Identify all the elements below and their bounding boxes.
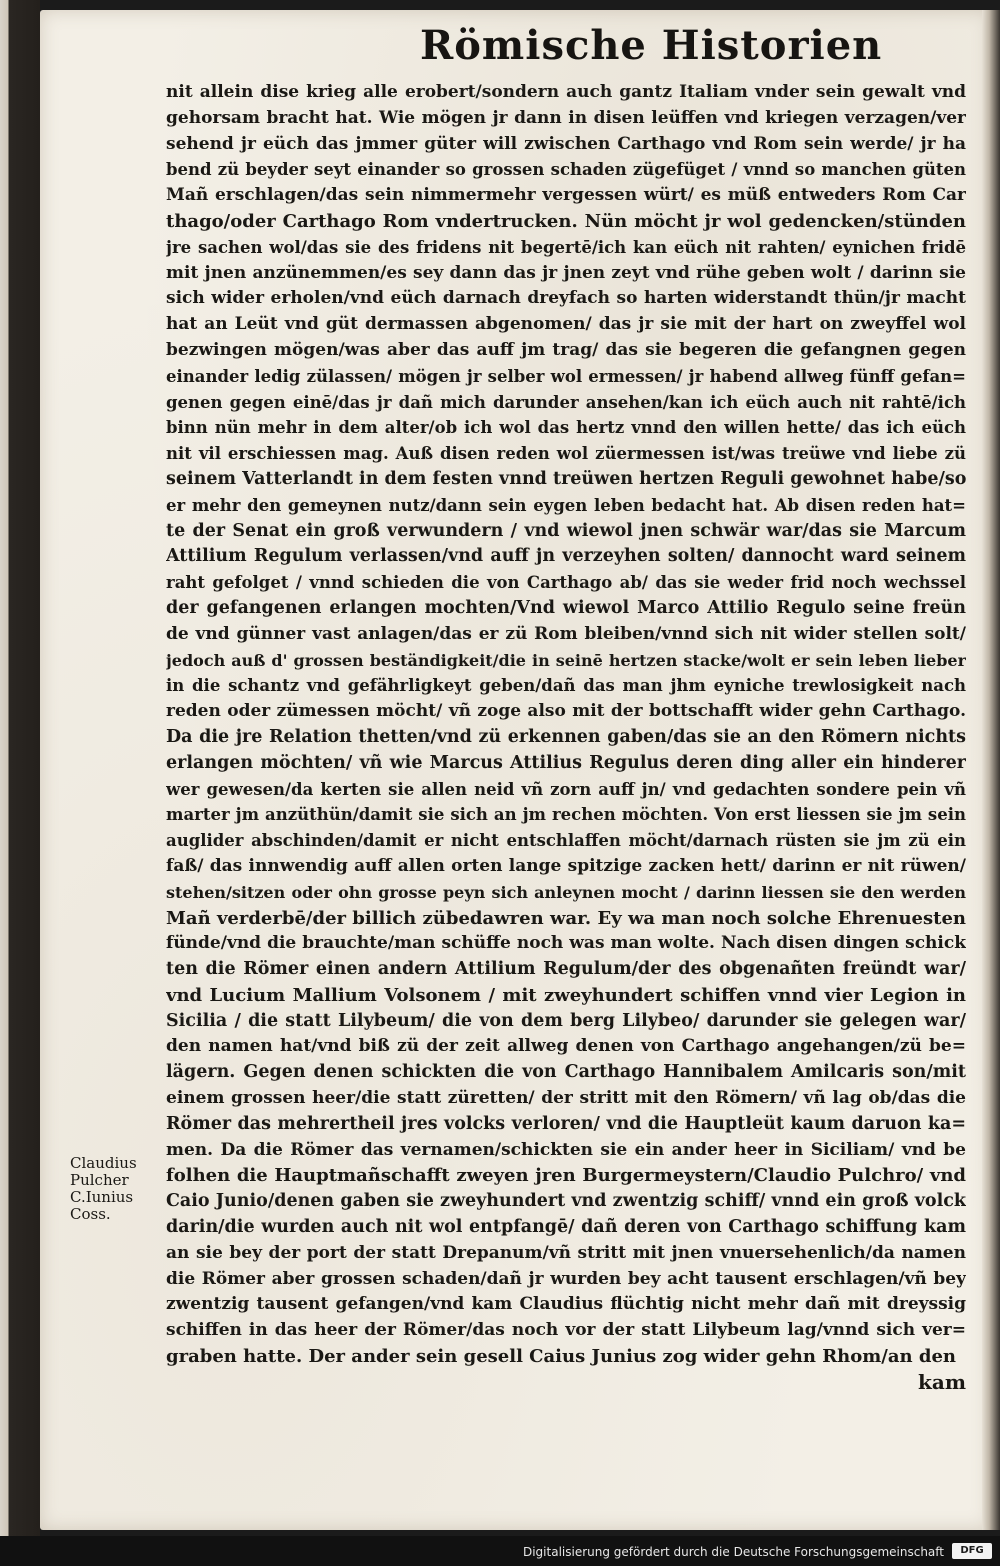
text-line: der gefangenen erlangen mochten/Vnd wiewol Marco Attilio Regulo seine freün <box>166 597 966 618</box>
body-text <box>166 80 966 1396</box>
text-line: Caio Junio/denen gaben sie zweyhundert vnd zwentzig schiff/ vnnd ein groß volck <box>166 1191 966 1212</box>
text-line: thago/oder Carthago Rom vndertrucken. Nün möcht jr wol gedencken/stünden <box>166 210 966 232</box>
text-line: bezwingen mögen/was aber das auff jm trag/ das sie begeren die gefangnen gegen <box>166 339 966 360</box>
text-line: darin/die wurden auch nit wol entpfangē/ dañ deren von Carthago schiffung kam <box>166 1217 966 1238</box>
text-line: lägern. Gegen denen schickten die von Carthago Hannibalem Amilcaris son/mit <box>166 1062 966 1083</box>
text-line: ten die Römer einen andern Attilium Regulum/der des obgenañten freündt war/ <box>166 959 966 980</box>
text-line: de vnd günner vast anlagen/das er zü Rom bleiben/vnnd sich nit wider stellen solt/ <box>166 623 966 644</box>
text-line: marter jm anzüthün/damit sie sich an jm rechen möchten. Von erst liessen sie jm sein <box>166 805 966 825</box>
text-line: den namen hat/vnd biß zü der zeit allweg denen von Carthago angehangen/zü be= <box>166 1036 966 1057</box>
text-line: Römer das mehrertheil jres volcks verloren/ vnd die Hauptleüt kaum daruon ka= <box>166 1113 966 1134</box>
dfg-logo-icon: DFG <box>952 1543 992 1559</box>
text-line: er mehr den gemeynen nutz/dann sein eygen leben bedacht hat. Ab disen reden hat= <box>166 495 966 515</box>
text-line: te der Senat ein groß verwundern / vnd wiewol jnen schwär war/das sie Marcum <box>166 520 966 541</box>
text-line: binn nün mehr in dem alter/ob ich wol das hertz vnnd den willen hette/ das ich eüch <box>166 418 966 438</box>
text-line: fünde/vnd die brauchte/man schüffe noch was man wolte. Nach disen dingen schick <box>166 933 966 954</box>
text-line: raht gefolget / vnnd schieden die von Carthago ab/ das sie weder frid noch wechssel <box>166 573 966 593</box>
text-line: Sicilia / die statt Lilybeum/ die von dem berg Lilybeo/ darunder sie gelegen war/ <box>166 1010 966 1031</box>
text-line: Mañ erschlagen/das sein nimmermehr vergessen würt/ es müß entweders Rom Car <box>166 185 966 206</box>
text-line: in die schantz vnd gefährligkeyt geben/dañ das man jhm eyniche trewlosigkeit nach <box>166 676 966 696</box>
marginal-note-line: Pulcher <box>70 1171 129 1189</box>
marginal-note-line: Coss. <box>70 1205 111 1223</box>
scan-left-edge <box>0 0 40 1536</box>
text-line: jedoch auß d' grossen beständigkeit/die in seinē hertzen stacke/wolt er sein leben lieber <box>166 650 966 670</box>
text-line: Da die jre Relation thetten/vnd zü erkennen gaben/das sie an den Römern nichts <box>166 726 966 747</box>
text-line: nit vil erschiessen mag. Auß disen reden wol züermessen ist/was treüwe vnd liebe zü <box>166 444 966 464</box>
text-line: stehen/sitzen oder ohn grosse peyn sich anleynen mocht / darinn liessen sie den werden <box>166 882 966 902</box>
text-line: die Römer aber grossen schaden/dañ jr wurden bey acht tausent erschlagen/vñ bey <box>166 1268 966 1289</box>
marginal-note-line: C.Iunius <box>70 1188 134 1206</box>
marginal-note <box>70 1155 160 1223</box>
text-line: graben hatte. Der ander sein gesell Caius Junius zog wider gehn Rhom/an den <box>166 1346 957 1368</box>
text-line: hat an Leüt vnd güt dermassen abgenomen/ das jr sie mit der hart on zweyffel wol <box>166 314 966 335</box>
text-line: faß/ das innwendig auff allen orten lange spitzige zacken hett/ darinn er nit rüwen/ <box>166 855 966 876</box>
text-line: folhen die Hauptmañschafft zweyen jren Burgermeystern/Claudio Pulchro/ vnd <box>166 1165 966 1187</box>
text-line: auglider abschinden/damit er nicht entschlaffen möcht/darnach rüsten sie jm zü ein <box>166 831 966 851</box>
text-line: an sie bey der port der statt Drepanum/vñ stritt mit jnen vnuersehenlich/da namen <box>166 1242 966 1263</box>
running-title: Römische Historien <box>420 22 883 69</box>
text-line: Attilium Regulum verlassen/vnd auff jn verzeyhen solten/ dannocht ward seinem <box>166 546 966 567</box>
text-line: reden oder zümessen möcht/ vñ zoge also mit der bottschafft wider gehn Carthago. <box>166 701 966 722</box>
text-line: gehorsam bracht hat. Wie mögen jr dann in disen leüffen vnd kriegen verzagen/ver <box>166 107 966 128</box>
text-line: bend zü beyder seyt einander so grossen schaden zügefüget / vnnd so manchen güten <box>166 160 966 180</box>
text-line: erlangen möchten/ vñ wie Marcus Attilius Regulus deren ding aller ein hinderer <box>166 752 966 773</box>
text-line: sehend jr eüch das jmmer güter will zwischen Carthago vnd Rom sein werde/ jr ha <box>166 133 966 154</box>
text-line: genen gegen einē/das jr dañ mich darunder ansehen/kan ich eüch auch nit rahtē/ich <box>166 392 966 412</box>
text-line: nit allein dise krieg alle erobert/sondern auch gantz Italiam vnder sein gewalt vnd <box>166 82 966 102</box>
text-line: jre sachen wol/das sie des fridens nit begertē/ich kan eüch nit rahten/ eynichen fridē <box>166 237 966 257</box>
text-line: seinem Vatterlandt in dem festen vnnd treüwen hertzen Reguli gewohnet habe/so <box>166 468 966 489</box>
text-line: mit jnen anzünemmen/es sey dann das jr jnen zeyt vnd rühe geben wolt / darinn sie <box>166 262 966 283</box>
text-line: zwentzig tausent gefangen/vnd kam Claudius flüchtig nicht mehr dañ mit dreyssig <box>166 1294 966 1315</box>
text-line: men. Da die Römer das vernamen/schickten sie ein ander heer in Siciliam/ vnd be <box>166 1139 966 1160</box>
text-line: schiffen in das heer der Römer/das noch vor der statt Lilybeum lag/vnnd sich ver= <box>166 1320 966 1341</box>
text-line: vnd Lucium Mallium Volsonem / mit zweyhundert schiffen vnnd vier Legion in <box>166 984 966 1006</box>
marginal-note-line: Claudius <box>70 1154 137 1172</box>
text-line: einem grossen heer/die statt züretten/ der stritt mit den Römern/ vñ lag ob/das die <box>166 1088 966 1109</box>
text-line: wer gewesen/da kerten sie allen neid vñ zorn auff jn/ vnd gedachten sondere pein vñ <box>166 779 966 799</box>
text-line: Mañ verderbē/der billich zübedawren war. Ey wa man noch solche Ehrenuesten <box>166 907 966 929</box>
footer-credit: Digitalisierung gefördert durch die Deutsche Forschungsgemeinschaft <box>522 1545 944 1559</box>
page-right-edge <box>982 10 1000 1530</box>
text-line: einander ledig zülassen/ mögen jr selber wol ermessen/ jr habend allweg fünff gefan= <box>166 366 966 386</box>
text-line: sich wider erholen/vnd eüch darnach dreyfach so harten widerstandt thün/jr macht <box>166 288 966 309</box>
catchword: kam <box>918 1369 966 1394</box>
footer-bar <box>0 1536 1000 1566</box>
